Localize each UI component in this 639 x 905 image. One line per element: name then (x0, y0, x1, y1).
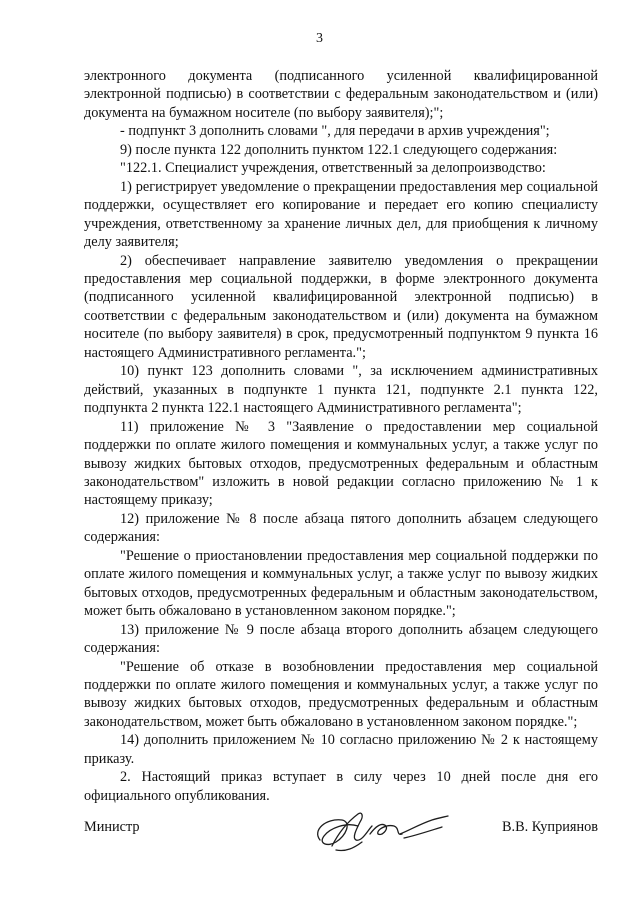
paragraph-subpoint-3: - подпункт 3 дополнить словами ", для передачи в архив учреждения"; (120, 123, 550, 140)
paragraph-122-1-item-2: 2) обеспечивает направление заявителю уведомления о прекращении предоставления мер социальной поддержки, в форме электронного документа (подписанного усиленной квалифицированной электронной подписью) в соответствии с федеральным законодательством и (или) документа на бумажном носителе (по выбору заявителя) в срок, предусмотренный подпунктом 9 пункта 16 настоящего Административного регламента."; (84, 252, 598, 361)
page-number: 3 (316, 31, 323, 46)
paragraph-item-11: 11) приложение № 3 "Заявление о предоставлении мер социальной поддержки по оплате жилого помещения и коммунальных услуг, а также услуг по вывозу жидких бытовых отходов, предусмотренных федеральным и областным законодательством" изложить в новой редакции согласно приложению № 1 к настоящему приказу; (84, 418, 598, 509)
paragraph-item-13: 13) приложение № 9 после абзаца второго дополнить абзацем следующего содержания: (84, 621, 598, 657)
paragraph-122-1-item-1: 1) регистрирует уведомление о прекращении предоставления мер социальной поддержки, осуществляет его копирование и передает его копию специалисту учреждения, ответственному за хранение личных дел, для приобщения к личному делу заявителя; (84, 178, 598, 251)
handwritten-signature (306, 800, 456, 856)
document-body (84, 67, 598, 805)
signatory-name: В.В. Куприянов (502, 819, 598, 835)
paragraph-continuation: электронного документа (подписанного усиленной квалифицированной электронной подписью) в соответствии с федеральным законодательством и (или) документа на бумажном носителе (по выбору заявителя);"; (84, 68, 598, 121)
paragraph-section-2: 2. Настоящий приказ вступает в силу через 10 дней после дня его официального опубликования. (84, 769, 598, 804)
paragraph-122-1: "122.1. Специалист учреждения, ответственный за делопроизводство: (120, 160, 546, 177)
signatory-title: Министр (84, 819, 140, 835)
paragraph-item-13-quote: "Решение об отказе в возобновлении предоставления мер социальной поддержки по оплате жилого помещения и коммунальных услуг, а также услуг по вывозу жидких бытовых отходов, предусмотренных федеральным и областным законодательством, может быть обжаловано в установленном законом порядке."; (84, 658, 598, 730)
paragraph-item-9: 9) после пункта 122 дополнить пунктом 122.1 следующего содержания: (120, 141, 558, 158)
paragraph-item-10: 10) пункт 123 дополнить словами ", за исключением административных действий, указанных в подпункте 1 пункта 121, подпункте 2.1 пункта 122, подпункта 2 пункта 122.1 настоящего Административного регламента"; (84, 363, 598, 417)
paragraph-item-12: 12) приложение № 8 после абзаца пятого дополнить абзацем следующего содержания: (84, 510, 598, 546)
paragraph-item-12-quote: "Решение о приостановлении предоставления мер социальной поддержки по оплате жилого помещения и коммунальных услуг, а также услуг по вывозу жидких бытовых отходов, предусмотренных федеральным и областным законодательством, может быть обжаловано в установленном законом порядке."; (84, 547, 598, 620)
paragraph-item-14: 14) дополнить приложением № 10 согласно приложению № 2 к настоящему приказу. (84, 732, 598, 767)
